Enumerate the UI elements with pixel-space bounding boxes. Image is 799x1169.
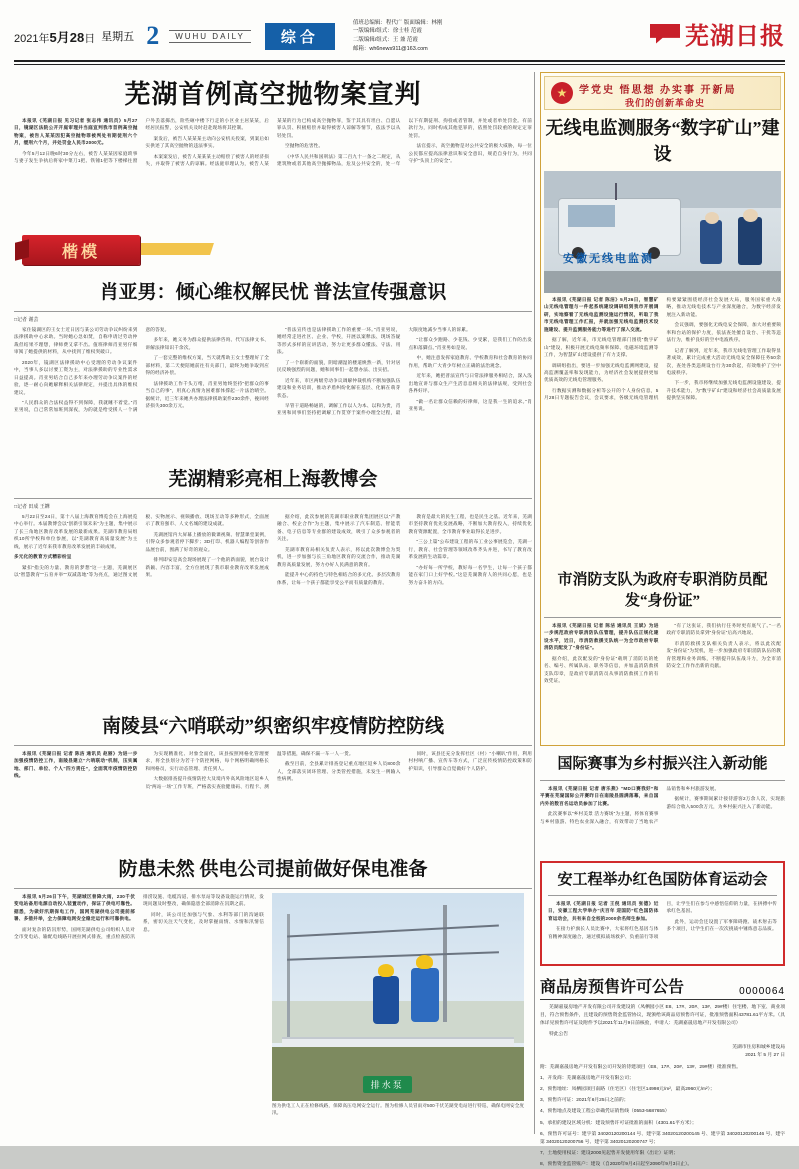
right-article-3-body (540, 785, 785, 855)
notice-item: 8、预售资金监管账户：建设（自2020年9月4日起至2090年9月3日止）。 (540, 1162, 693, 1168)
paragraph: 本报讯《芜湖日报 记者 王倪 通讯员 张德》近日，安徽工程大学举办“庆百年 迎国防”红色国防体育运动会，共有来自全校的2000余名师生参加。 (548, 901, 659, 921)
paragraph: 同时，该公司还加强与气象、水利等部门的沟通联系，密切关注天气变化，及时掌握雨情、水情和汛情信息。 (143, 911, 264, 932)
paragraph: 本报讯《芜湖日报 记者 唐乐燕》“MD口赛我好”和平赛在芜湖国际公开赛昨日在南陵县圆满落幕，来自国内外的数百名运动员参加了比赛。 (540, 786, 659, 806)
paragraph: 调研组指出，要进一步加强无线电监测网建设，提高监测覆盖率和发现能力，为经济社会发展提供更加优质高效的无线电管理服务。 (544, 362, 659, 383)
date-day-unit: 日 (84, 32, 96, 45)
divider (14, 311, 532, 312)
divider (540, 780, 785, 781)
notice-date: 2021 年 5 月 27 日 (745, 1052, 785, 1058)
paragraph: 能提升中心的持色与特色相结合的多元化、多层次教育体系，让每一个孩子都能享受公平而有质量的教育。 (277, 572, 401, 585)
staff-line-1: 值班总编辑：程代广 版面编辑：林刚 (352, 19, 443, 26)
powerline-photo (272, 893, 524, 1101)
notice-item: 3、预售许可证：2021年6月25日之前的； (540, 1098, 629, 1104)
divider (14, 888, 532, 889)
paragraph: 在接力护旗长人员比赛中，大家将红色基因与体育精神深度融合，通过模拟战场救护、负重前行等项目，让学生们在参与中感悟信仰的力量，在拼搏中传承红色基因。 (548, 901, 777, 939)
article-2-body (14, 326, 532, 458)
paragraph: “办好每一所学校，教好每一名学生，让每一个孩子都能在家门口上好学校。”这是芜湖教育人的共同心愿，也是努力奋斗的方向。 (408, 564, 532, 585)
staff-b-head (743, 209, 758, 222)
paragraph: 本案案发后，被告人某某某主动赔偿了被害人的经济损失，并取得了被害人的谅解。经法庭审理认为，被告人某某某的行为已构成高空抛物罪，鉴于其具有坦白、自愿认罪认罚、积极赔偿并取得被害人谅解等情节，依法予以从轻处罚。 (145, 118, 401, 167)
date-year: 2021 (14, 32, 39, 45)
paragraph: 会议强调，要强化无线电安全保障，加大对重要频率和台站的保护力度，依法查处擅自设台、干扰等违法行为，维护良好的空中电波秩序。 (666, 322, 781, 343)
paragraph: 为实现精准化、对象全面化，该县按照网格化管理要求，将全县划分为若干个防控网格，每个网格明确网格长和网格员，实行动态管理、责任到人。 (145, 751, 269, 771)
paragraph: “有了这张证，我们执行任务时更有底气了。”一名政府专职消防员拿到“身份证”后高兴地说。 (666, 623, 781, 636)
right-article-3-headline: 国际赛事为乡村振兴注入新动能 (557, 756, 768, 772)
notice-item: 6、预售许可证号：建字第 34020120200144 号、建字第 34020120200145 号、建字第 34020120200146 号、建字第 34020120200756 号、建字第 34020120200747 号； (540, 1131, 785, 1145)
public-notice (540, 974, 785, 1169)
date-year-unit: 年 (38, 32, 50, 45)
article-4-headline: 南陵县“六哨联动”织密织牢疫情防控防线 (101, 716, 444, 737)
van-body-text: 安徽无线电监测 (562, 253, 654, 266)
ribbon-strip (132, 243, 214, 255)
paragraph: 本报讯《芜湖日报 记者 陈洁 通讯员 王斌》为进一步规范政府专职消防队伍管理，提升队伍正规化建设水平，近日，市消防救援支队统一为全市政府专职消防员配发了“身份证”。 (544, 623, 659, 651)
paragraph: 法官提示，高空抛物是对公共安全的极大威胁，每一位公民都应提高法律意识和安全意识，规范自身行为，共同守护“头顶上的安全”。 (408, 143, 532, 164)
paragraph: 据统计，赛事期间累计接待游客2万余人次，实现旅游综合收入500余万元，为乡村振兴注入了新动能。 (666, 796, 785, 809)
paragraph: 特此公告 (549, 1032, 569, 1038)
date-month-day: 5月28 (49, 29, 85, 45)
pump-sign-label: 排水泵 (363, 1076, 412, 1093)
party-emblem-icon: ★ (551, 82, 573, 104)
paragraph: 据了解，近年来，市无线电管理部门围绕“数字矿山”建设，积极开展无线电频率保障、电磁环境监测等工作，为智慧矿山建设提供了有力支撑。 (544, 337, 659, 358)
notice-item: 1、开发商：芜湖嘉晟房地产开发有限公司； (540, 1075, 634, 1081)
paragraph: 本报讯《芜湖日报 见习记者 张志伟 通讯员》5月27日，镜湖区法院公开开庭审理并当庭宣判我市首例高空抛物案，被告人某某因犯高空抛物罪被判处有期徒刑六个月，缓刑六个月，并处罚金人民币2000元。 (14, 118, 138, 146)
article-3-byline: □记者 田成 王韡 (14, 504, 50, 510)
banner-line-1: 学党史 悟思想 办实事 开新局 (579, 85, 737, 96)
paragraph: 了一个崭新的面貌，阴暗潮湿的楼道焕然一新，针对居民反映强烈的问题，她和同事们一起想办法、出实招。 (277, 359, 401, 373)
paragraph: 芜湖市教育局相关负责人表示，将以此次教博会为契机，进一步加强与长三角地区教育的交流合作，推动芜湖教育高质量发展，努力办好人民满意的教育。 (277, 546, 401, 567)
article-4-body (14, 750, 532, 846)
paragraph: 下一步，我市将继续加强无线电监测设施建设，提升技术能力，为“数字矿山”建设和经济社会高质量发展提供坚实保障。 (666, 380, 781, 401)
right-article-4-body (548, 900, 777, 958)
right-article-1-body (544, 296, 781, 564)
right-article-4-headline: 安工程举办红色国防体育运动会 (557, 872, 768, 888)
worker-right-body (411, 968, 439, 1022)
notice-title: 商品房预售许可公告 (540, 979, 685, 996)
paragraph: 同时，该县还充分发挥社区（村）“小喇叭”作用，利用村村响广播、宣传车等方式，广泛宣传疫情防控政策和防护知识，引导群众自觉做好个人防护。 (408, 751, 532, 771)
paragraph: 市消防救援支队相关负责人表示，将以此次配发“身份证”为契机，进一步加强政府专职消防队伍的教育管理和业务训练，不断提升队伍战斗力，为全市消防安全工作作出新的贡献。 (666, 640, 781, 669)
weekday: 星期五 (101, 31, 135, 43)
article-5-photo-block (272, 893, 524, 1133)
paragraph: 近年来，她把普法宣传与日常法律服务相结合，深入浅出地宣讲与群众生产生活息息相关的法律法规，受到社会各界好评。 (408, 373, 532, 394)
photo-floor (544, 271, 781, 293)
paragraph: 据介绍，此次配发的“身份证”载明了消防员的姓名、编号、所属队站、职务等信息，并加盖消防救援支队印章，是政府专职消防员从事消防救援工作的有效凭证。 (544, 655, 659, 684)
notice-item: 5、承担的建设区域分机：建设预售许可证批准的面积（4301.61平方米）； (540, 1120, 697, 1126)
paragraph: 中，她注意发挥家庭教育、学校教育和社会教育的协同作用，帮助广大青少年树立正确的法治观念。 (408, 355, 532, 368)
section-ornament (14, 231, 532, 273)
paragraph: 了一套完整的维权方案，当天就帮助王女士整理好了全部材料，第二天便陪她前往有关部门，最终为她争取到应得的经济补偿。 (145, 355, 269, 376)
staff-line-2: 一版编辑/组式：徐士桂 范霞 (352, 28, 422, 35)
paragraph: 多年来，她义务为群众提供法律咨询、代写法律文书、讲解法律知识千余次。 (145, 337, 269, 350)
van-antenna-icon (615, 183, 617, 200)
masthead (14, 14, 785, 58)
worker-right-helmet-icon (416, 955, 433, 969)
divider (548, 895, 777, 896)
worker-left-body (373, 976, 399, 1024)
paragraph: 此外，运动会还设置了军事障碍跑、战术射击等多个项目，让学生们在一次次挑战中锤炼意志品质。 (666, 918, 777, 932)
paragraph: 芜湖展馆内大屏幕上播放的微课视频、智慧课堂案例，引得众多参观者停下脚步；3D打印、机器人编程等创客作品展台前，围满了好奇的观众。 (145, 531, 269, 552)
ribbon-label: 楷模 (61, 244, 100, 261)
pylon-left (287, 914, 290, 1039)
masthead-rule-thick (14, 60, 785, 62)
divider (544, 617, 781, 618)
paragraph: 本报讯 5月26日下午，芜湖城区普降大雨，230千伏变电站备用电源自动投入装置动作，保证了供电可靠性。据悉，为做好汛期保电工作，国网芜湖供电公司提前部署、多措并举，全力保障电网安全稳定运行和可靠供电。 (14, 894, 135, 922)
masthead-latin-name: WUHU DAILY (169, 30, 251, 43)
article-3-headline: 芜湖精彩亮相上海教博会 (168, 469, 378, 490)
left-column (14, 72, 532, 1134)
party-history-banner (544, 76, 781, 110)
divider (540, 999, 785, 1000)
article-5-layout (14, 893, 532, 1133)
right-article-1-headline: 无线电监测服务“数字矿山”建设 (545, 118, 780, 164)
paragraph: 5月22日至24日，第十八届上海教育博览会在上海展览中心举行。本届教博会以“创新引领未来”为主题，集中展示了长三角地区教育改革发展的最新成果。芜湖市教育局组织10所学校和单位参展，以“芜湖教育高质量发展”为主线，展示了近年来我市教育改革发展的丰硕成果。 (14, 514, 138, 549)
paragraph: 记者了解到，近年来，我市无线电管理工作取得显著成效，累计完成重大活动无线电安全保障任务50余次，查处各类违规设台行为30余起，有效维护了空中电波秩序。 (666, 347, 781, 375)
notice-item: 4、预售地点及建设工程公章确凭证销售线（0553-5687655） (540, 1109, 670, 1115)
paragraph: 行数据实测和数据分析等公开的个人身份信息，5月28日专题报告会议，会议要求，各级无线电管理机构要紧紧围绕经济社会发展大局，服务国家重大战略，推动无线电技术与产业深度融合，为数字经济发展注入新动能。 (544, 297, 781, 401)
notice-item: 7、土地使用权证：建设2000见起售开发使用年限（出让）证明； (540, 1150, 679, 1156)
notice-number: 0000064 (739, 986, 785, 997)
staff-b-body (738, 217, 762, 265)
worker-left-helmet-icon (378, 964, 394, 977)
paragraph: 大数据排查提升疫情防控大及境内外高风险地区返乡人员“两站一场”工作专班，严格落实查验健康码、行程卡、测温等措施，确保不漏一车一人一货。 (145, 751, 354, 789)
staff-box (353, 19, 443, 53)
paragraph: 本报讯《芜湖日报 记者 陈洁 通讯员 赵丽》为进一步加强疫情防控工作，南陵县建立“六哨联动”机制，压实属地、部门、单位、个人“四方责任”，全面筑牢疫情防控防线。 (14, 751, 138, 779)
flag-icon (650, 24, 680, 44)
paragraph: “人民群众的合法权益得不到保障，我就睡不着觉。”肖亚男说，自己常常加班到深夜，为的就是给受援人一个满意的答复。 (14, 327, 170, 413)
paragraph: 据介绍，此次参展的芜湖市职业教育集团展区以“产教融合、校企合作”为主题，集中展示了汽车制造、智能装备、电子信息等专业群的建设成效，吸引了众多参观者的关注。 (277, 514, 401, 542)
paragraph: 近年来，市区两级劳动争议调解仲裁机构不断加强队伍建设和业务培训，推动矛盾纠纷化解在基层、化解在萌芽状态。 (277, 377, 401, 398)
notice-item: 2、预售地址：凤栖园项目南路（住宅区）（住宅区14998元/m²，最高2960元/m²）； (540, 1087, 715, 1093)
article-1-headline: 芜湖首例高空抛物案宣判 (124, 80, 422, 109)
party-history-box (540, 72, 785, 746)
column-separator (534, 72, 535, 1134)
section-label: 综合 (265, 23, 335, 50)
paragraph: “做一名让群众信赖的好律师，这是我一生的追求。”肖亚男说。 (408, 398, 532, 411)
article-5-headline: 防患未然 供电公司提前做好保电准备 (118, 859, 428, 880)
paragraph: 《中华人民共和国刑法》第二百九十一条之二规定，从建筑物或者其他高空抛掷物品，危及公共安全的，处一年以下有期徒刑、拘役或者管制，并处或者单处罚金。有前款行为，同时构成其他犯罪的，依照处罚较重的规定定罪处罚。 (277, 118, 532, 167)
newspaper-logo (650, 16, 785, 51)
paragraph: 排列即安是高会现场展现了一个他的新面貌，展台设计新颖、内容丰富，全方位展现了我市职业教育改革发展成果。 (145, 557, 269, 578)
staff-line-4: 邮箱：wh6news911@163.com (352, 45, 428, 52)
notice-body (540, 1004, 785, 1169)
divider (14, 498, 532, 499)
right-article-2-body (544, 622, 781, 742)
highlighted-article-box (540, 861, 785, 966)
pylon-right (443, 905, 447, 1021)
paragraph: “普法宣传也是法律援助工作的重要一环。”肖亚男说，她经常走进社区、企业、学校，开展以案释法、现场答疑等形式多样的宣讲活动，努力让更多群众懂法、守法、用法。 (277, 327, 401, 355)
paragraph: 此次赛事以“乡村美景 活力赛场”为主题，将体育赛事与乡村旅游、特色农业深入融合，有效带动了当地农产品销售和乡村旅游发展。 (540, 786, 720, 824)
right-article-2-headline: 市消防支队为政府专职消防员配发“身份证” (557, 572, 768, 609)
fence (282, 1037, 514, 1047)
paragraph: 今年5月12日晚6时30分左右，被告人某某因家庭琐事与妻子发生争执后将家中菜刀1把、铁锤1把等下楼梯往窗户外丢落掷出，险些砸中楼下行走的小区业主居某某，后经居民报警，公安机关及时赶赴现场将其控制。 (14, 118, 269, 164)
ribbon-banner (22, 235, 140, 265)
radio-monitoring-photo (544, 171, 781, 293)
article-2-byline: □记者 谢芸 (14, 317, 39, 323)
paragraph: 紧扣“指尖的力量、教育的梦想”这一主题，芜湖展区以“智慧教育”“五育并举”“双减落地”等为亮点，通过图文展板、实物展示、视频播放、现场互动等多种形式，全面展示了教育强市、人文名城的建设成就。 (14, 514, 269, 578)
paragraph: 法律援助工作千头万绪，肖亚男始终坚持“把群众的事当自己的事”，用真心真情为困难群体撑起一片法治晴空。据统计，近三年来她共办理法律援助案件230余件，挽回经济损失300余万元。 (145, 380, 269, 408)
paragraph: 芜湖嘉晟房地产开发有限公司开发建设的（凤栖园小区 E8、17#、20#、13#、29#楼）住宅楼、地下室、商业项目，符合预售条件，且建设的预售资金监管协议，现颁给该商品房预售许可证，批准预售面积43781.61平方米。（具体详见预售许可证及附件予以2021年11月9日前核验，申请人：芜湖嘉晟房地产开发有限公司） (540, 1005, 785, 1027)
article-3-body (14, 513, 532, 703)
right-column (540, 72, 785, 1168)
article-2-headline: 肖亚男：倾心维权解民忧 普法宣传强意识 (99, 282, 447, 303)
staff-a-body (700, 220, 722, 264)
masthead-rule-thin (14, 64, 785, 65)
paragraph: 教育是最大的民生工程，也是民生之基。近年来，芜湖市坚持教育优先发展战略，不断加大教育投入，持续优化教育资源配置，全市教育事业取得长足进步。 (408, 514, 532, 534)
article-1-body (14, 117, 532, 225)
paragraph: 2020年，镜湖区法律援助中心受理的劳动争议案件中，当事人多以讨要工资为主，对法律援助的专业性需求日益提高。肖亚男结合自己多年来办理劳动争议案件的经验，逐一耐心向她解释相关法律规定，并提出具体的维权建议。 (14, 359, 138, 395)
paragraph: 早管干道路畅通的，调解工作以人为本、以和为贵，肖亚男和同事们坚持把调解工作贯穿于案件办理全过程，最大限度地减少当事人的诉累。 (277, 327, 471, 416)
notice-attachment-title: 附：芜湖嘉晟房地产开发有限公司开发的待建项目（E8、17#、20#、13#、29#楼）批准预售。 (540, 1064, 741, 1070)
paragraph: “让群众少跑路、少花钱、少受累，是我们工作的出发点和落脚点。”肖亚男如是说。 (408, 337, 532, 350)
page-number: 2 (146, 21, 160, 50)
paragraph: 面对复杂的防汛形势，国网芜湖供电公司组织人员对全市变电站、输配电线路开展拉网式排查，重点检查防汛排涝设施、电缆沟道、排水泵站等设备设施运行情况，发现问题及时整改，确保隐患全部消除在汛期之前。 (14, 894, 264, 940)
staff-line-3: 二版编辑/组式：王 兼 范霞 (352, 37, 418, 43)
article-3-subhead: 多元化的教育方式精彩纷呈 (14, 554, 72, 560)
article-5-photo-caption: 图为供电工人正在检修线路，保障高压电网安全运行。图为检修人员冒雨对500千伏芜湖变电站进行特巡，确保电网安全度汛。 (272, 1103, 524, 1115)
paragraph: “三公上篇”公布建设工程的布工业公事展览会，芜湖一行，教育、社会管理等领域改革齐头并进，书写了教育改革发展的生动篇章。 (408, 539, 532, 560)
article-5-body (14, 893, 264, 1133)
divider (14, 745, 532, 746)
newspaper-name: 芜湖日报 (685, 24, 785, 50)
notice-signer: 芜湖市住房和城乡建设局 (732, 1044, 785, 1050)
banner-line-2: 我们的创新革命史 (625, 98, 706, 108)
paragraph: 截至目前，全县累计排查登记重点地区返乡人员800余人，全部落实闭环管理、分类管控措施，未发生一例输入性病例。 (277, 761, 401, 782)
paragraph: 案发后，被告人某某某主动向公安机关投案，到案后如实供述了其高空抛物的违法事实。 (145, 135, 269, 149)
paragraph: 空抛物的危害性。 (285, 143, 324, 149)
paragraph: 本报讯《芜湖日报 记者 陈洁》5月26日，智慧矿山无线电管理与一件起系统建设调研组到我市开展调研，实地察看了无线电监测设施运行情况，听取了我市无线电管理工作汇报，并就加强无线电监测技术设施建设、提升监测服务能力等进行了深入交流。 (544, 297, 659, 332)
publication-date (14, 27, 95, 46)
paragraph: 家住镜湖区的王女士近日因与某公司劳动争议纠纷来到法律援助中心求助。当时她心急如焚，自称申请过劳动仲裁但结果不理想，律师费又拿不出。值班律师肖亚男仔细审阅了她提供的材料，从中找到了维权突破口。 (14, 327, 138, 355)
van-window (568, 205, 615, 227)
